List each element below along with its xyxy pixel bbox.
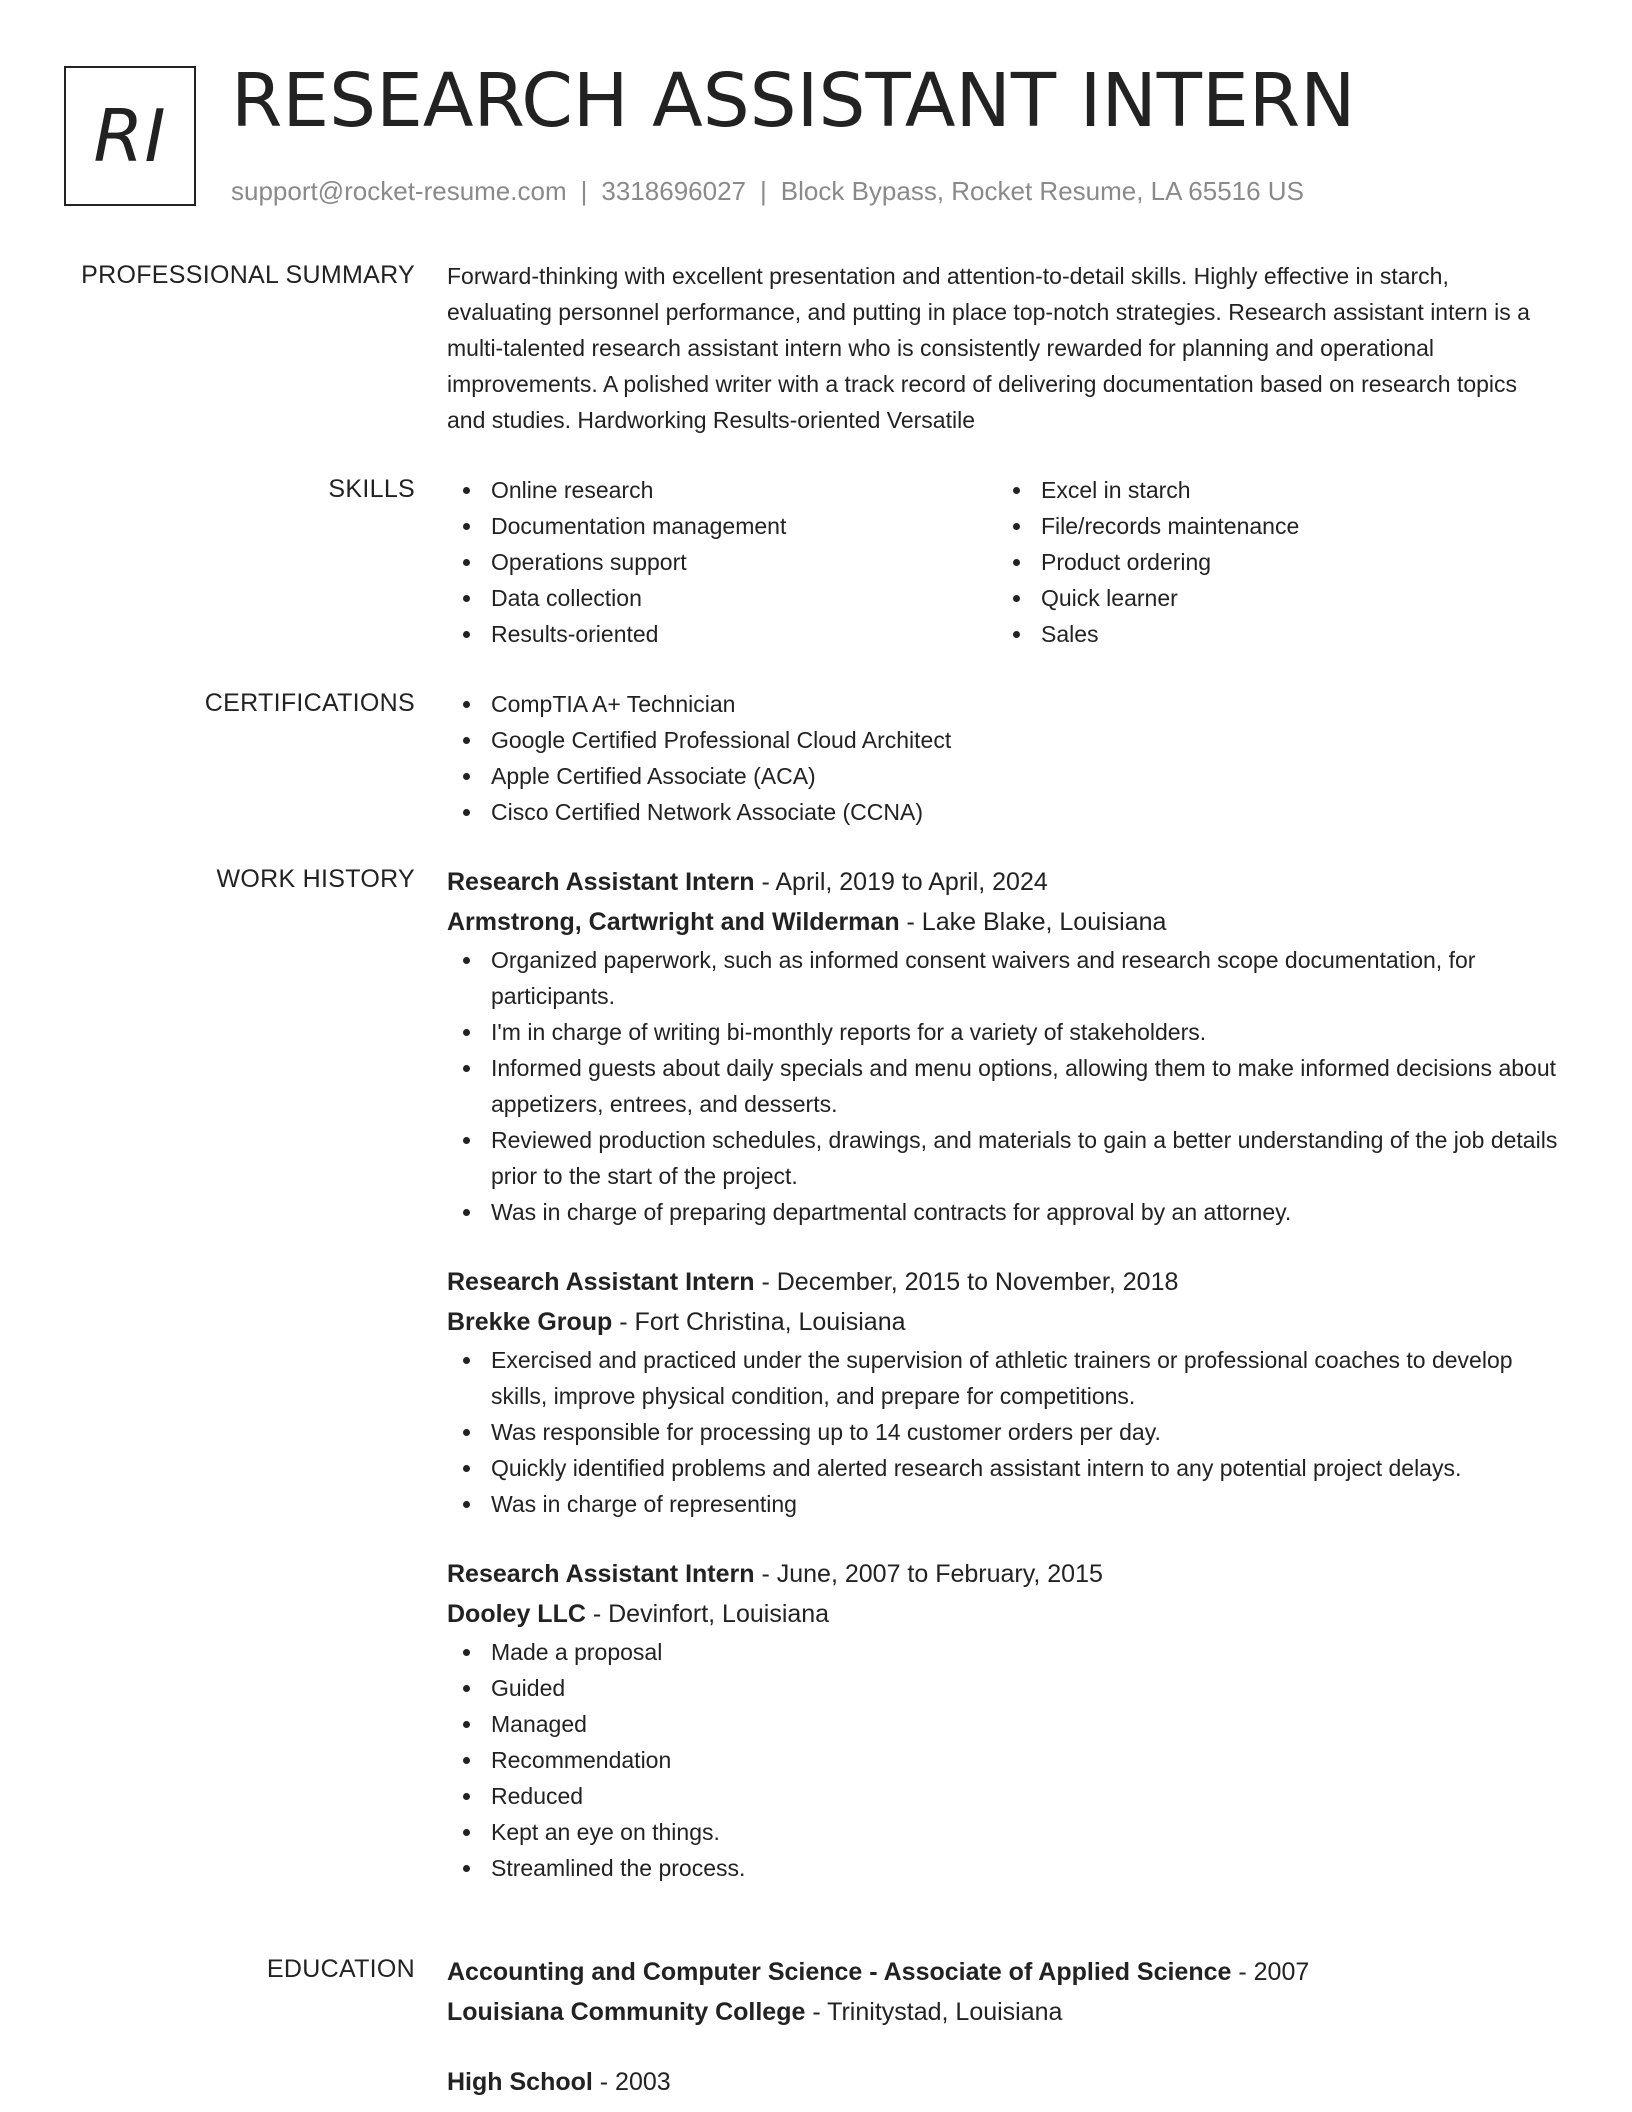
job-entry <box>447 1554 1567 1886</box>
job-location: - Lake Blake, Louisiana <box>899 908 1167 936</box>
job-company-line <box>447 1594 1567 1634</box>
job-company: Brekke Group <box>447 1308 613 1336</box>
job-title: Research Assistant Intern <box>447 1268 755 1296</box>
contact-separator: | <box>580 176 588 206</box>
job-entry <box>447 1262 1567 1522</box>
education-location: - Trinitystad, Louisiana <box>805 1998 1063 2026</box>
job-duty: Was in charge of preparing departmental contracts for approval by an attorney. <box>447 1194 1567 1230</box>
education-school: Louisiana Community College <box>447 1998 806 2026</box>
contact-email: support@rocket-resume.com <box>231 176 567 206</box>
job-dates: - June, 2007 to February, 2015 <box>754 1560 1103 1588</box>
certification-item: Google Certified Professional Cloud Architect <box>447 722 1567 758</box>
education-degree: Accounting and Computer Science - Associate of Applied Science <box>447 1958 1232 1986</box>
skill-item: Sales <box>997 616 1547 652</box>
job-duty: Quickly identified problems and alerted research assistant intern to any potential project delays. <box>447 1450 1567 1486</box>
skill-item: Data collection <box>447 580 997 616</box>
job-duty: Reviewed production schedules, drawings, and materials to gain a better understanding of the job details prior to the start of the project. <box>447 1122 1567 1194</box>
job-duty: Kept an eye on things. <box>447 1814 1567 1850</box>
section-heading: WORK HISTORY <box>216 865 415 893</box>
contact-line <box>231 174 1304 208</box>
education-degree-line <box>447 1952 1567 1992</box>
skill-item: Results-oriented <box>447 616 997 652</box>
education-entry <box>447 2062 1567 2102</box>
job-duty: Exercised and practiced under the supervision of athletic trainers or professional coaches to develop skills, improve physical condition, and prepare for competitions. <box>447 1342 1567 1414</box>
certification-item: Apple Certified Associate (ACA) <box>447 758 1567 794</box>
job-company-line <box>447 902 1567 942</box>
job-duties <box>447 942 1567 1230</box>
education-year: - 2007 <box>1231 1958 1310 1986</box>
job-duty: Streamlined the process. <box>447 1850 1567 1886</box>
job-duty: Was responsible for processing up to 14 customer orders per day. <box>447 1414 1567 1450</box>
job-dates: - December, 2015 to November, 2018 <box>754 1268 1179 1296</box>
job-location: - Devinfort, Louisiana <box>585 1600 830 1628</box>
job-duties <box>447 1634 1567 1886</box>
skill-item: Quick learner <box>997 580 1547 616</box>
job-duty: Guided <box>447 1670 1567 1706</box>
candidate-name: RESEARCH ASSISTANT INTERN <box>231 58 1356 144</box>
job-company-line <box>447 1302 1567 1342</box>
job-duty: Managed <box>447 1706 1567 1742</box>
education-degree: High School <box>447 2068 593 2096</box>
skills-column-left <box>447 472 997 652</box>
education-school-line <box>447 1992 1567 2032</box>
job-location: - Fort Christina, Louisiana <box>612 1308 906 1336</box>
summary-text: Forward-thinking with excellent presentation and attention-to-detail skills. Highly effective in starch, evaluating personnel performance, and putting in place top-notch strategies. Research assistant intern is a multi-talented research assistant intern who is consistently rewarded for planning and operational improvements. A polished writer with a track record of delivering documentation based on research topics and studies. Hardworking Results-oriented Versatile <box>447 263 1530 433</box>
skill-item: Online research <box>447 472 997 508</box>
contact-separator: | <box>760 176 767 206</box>
education-degree-line <box>447 2062 1567 2102</box>
skill-item: File/records maintenance <box>997 508 1547 544</box>
skills-column-right <box>997 472 1547 652</box>
job-duty: Was in charge of representing <box>447 1486 1567 1522</box>
summary-body <box>447 258 1547 438</box>
contact-address: Block Bypass, Rocket Resume, LA 65516 US <box>780 176 1304 206</box>
certifications-body <box>447 686 1567 830</box>
job-company: Dooley LLC <box>447 1600 586 1628</box>
job-dates: - April, 2019 to April, 2024 <box>754 868 1048 896</box>
job-title: Research Assistant Intern <box>447 1560 755 1588</box>
skill-item: Excel in starch <box>997 472 1547 508</box>
education-body <box>447 1952 1567 2102</box>
job-duty: I'm in charge of writing bi-monthly reports for a variety of stakeholders. <box>447 1014 1567 1050</box>
job-title-line <box>447 862 1567 902</box>
job-entry <box>447 862 1567 1230</box>
skill-item: Product ordering <box>997 544 1547 580</box>
job-duty: Made a proposal <box>447 1634 1567 1670</box>
job-title-line <box>447 1554 1567 1594</box>
monogram-badge: RI <box>64 66 196 206</box>
section-heading: EDUCATION <box>266 1955 415 1983</box>
section-heading: CERTIFICATIONS <box>204 689 415 717</box>
job-title: Research Assistant Intern <box>447 868 755 896</box>
skill-item: Documentation management <box>447 508 997 544</box>
certification-item: Cisco Certified Network Associate (CCNA) <box>447 794 1567 830</box>
section-heading: PROFESSIONAL SUMMARY <box>81 261 415 289</box>
education-entry <box>447 1952 1567 2032</box>
certification-item: CompTIA A+ Technician <box>447 686 1567 722</box>
job-company: Armstrong, Cartwright and Wilderman <box>447 908 900 936</box>
skills-body <box>447 472 1567 652</box>
work-history-body <box>447 862 1567 1886</box>
education-year: - 2003 <box>592 2068 671 2096</box>
job-duty: Informed guests about daily specials and menu options, allowing them to make informed decisions about appetizers, entrees, and desserts. <box>447 1050 1567 1122</box>
skill-item: Operations support <box>447 544 997 580</box>
job-duty: Reduced <box>447 1778 1567 1814</box>
job-duties <box>447 1342 1567 1522</box>
section-heading: SKILLS <box>328 475 415 503</box>
contact-phone: 3318696027 <box>601 176 746 206</box>
job-duty: Organized paperwork, such as informed consent waivers and research scope documentation, for participants. <box>447 942 1567 1014</box>
job-title-line <box>447 1262 1567 1302</box>
job-duty: Recommendation <box>447 1742 1567 1778</box>
